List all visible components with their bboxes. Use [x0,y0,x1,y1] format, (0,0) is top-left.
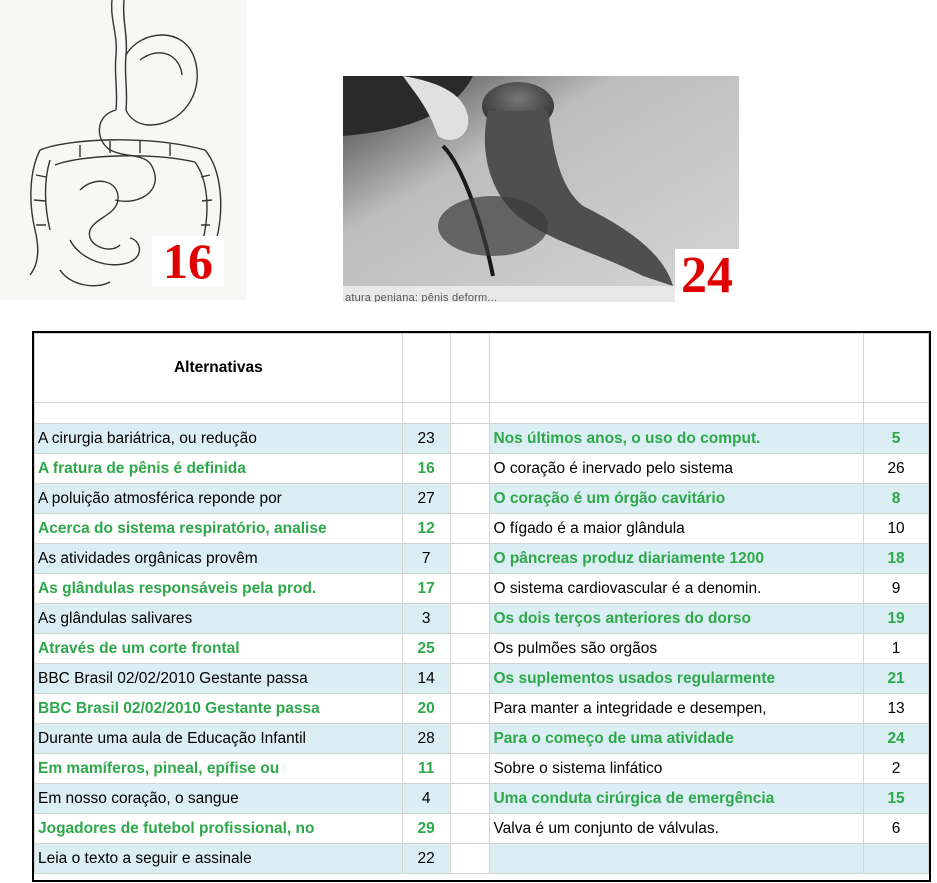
left-alternative-text: Durante uma aula de Educação Infantil [35,724,403,754]
left-alternative-number: 22 [402,844,450,874]
figure-number-label: 24 [675,249,739,302]
alternatives-sheet [32,331,931,882]
table-title: Alternativas [35,334,403,403]
gap-cell [450,574,490,604]
left-alternative-number: 4 [402,784,450,814]
table-row [35,784,929,814]
figure-number-label: 16 [152,236,224,286]
left-alternative-text: Jogadores de futebol profissional, no [35,814,403,844]
left-alternative-number: 16 [402,454,450,484]
left-alternative-number: 25 [402,634,450,664]
left-alternative-number: 27 [402,484,450,514]
right-alternative-number: 5 [864,424,929,454]
left-alternative-text: Em mamíferos, pineal, epífise ou [35,754,403,784]
gap-cell [450,754,490,784]
table-row [35,484,929,514]
right-alternative-text: Nos últimos anos, o uso do comput. [490,424,864,454]
gap-cell [450,814,490,844]
table-row [35,754,929,784]
table-row [35,814,929,844]
left-alternative-number: 23 [402,424,450,454]
left-alternative-text: As glândulas responsáveis pela prod. [35,574,403,604]
left-alternative-text: As glândulas salivares [35,604,403,634]
right-alternative-number: 15 [864,784,929,814]
right-alternative-number: 26 [864,454,929,484]
right-alternative-number: 6 [864,814,929,844]
gap-cell [450,664,490,694]
table-row [35,574,929,604]
clinical-photo-figure [343,76,739,302]
table-row [35,424,929,454]
right-alternative-text: Valva é um conjunto de válvulas. [490,814,864,844]
gap-cell [450,844,490,874]
gap-cell [450,604,490,634]
left-alternative-text: A cirurgia bariátrica, ou redução [35,424,403,454]
gap-cell [450,784,490,814]
table-row [35,844,929,874]
gap-cell [450,454,490,484]
alternatives-table [34,333,929,874]
gap-cell [450,544,490,574]
right-alternative-text: O sistema cardiovascular é a denomin. [490,574,864,604]
right-alternative-text: O coração é um órgão cavitário [490,484,864,514]
left-alternative-number: 12 [402,514,450,544]
right-alternative-number: 8 [864,484,929,514]
right-alternative-number: 21 [864,664,929,694]
left-alternative-number: 3 [402,604,450,634]
right-alternative-number: 9 [864,574,929,604]
right-alternative-text: Os dois terços anteriores do dorso [490,604,864,634]
left-alternative-number: 20 [402,694,450,724]
table-row [35,664,929,694]
right-alternative-text: O coração é inervado pelo sistema [490,454,864,484]
left-alternative-number: 29 [402,814,450,844]
table-row [35,514,929,544]
digestive-system-figure [0,0,247,300]
left-alternative-text: A fratura de pênis é definida [35,454,403,484]
right-alternative-text: Os suplementos usados regularmente [490,664,864,694]
gap-cell [450,724,490,754]
right-alternative-text: Uma conduta cirúrgica de emergência [490,784,864,814]
left-alternative-text: As atividades orgânicas provêm [35,544,403,574]
right-alternative-number: 24 [864,724,929,754]
left-alternative-text: A poluição atmosférica reponde por [35,484,403,514]
right-alternative-text: Sobre o sistema linfático [490,754,864,784]
right-alternative-text: O fígado é a maior glândula [490,514,864,544]
left-alternative-number: 14 [402,664,450,694]
left-alternative-number: 11 [402,754,450,784]
table-row [35,454,929,484]
table-row [35,544,929,574]
right-alternative-number: 10 [864,514,929,544]
left-alternative-text: BBC Brasil 02/02/2010 Gestante passa [35,694,403,724]
left-alternative-number: 28 [402,724,450,754]
gap-cell [450,484,490,514]
right-alternative-number: 19 [864,604,929,634]
right-alternative-number [864,844,929,874]
left-alternative-text: Acerca do sistema respiratório, analise [35,514,403,544]
right-alternative-number: 2 [864,754,929,784]
right-alternative-number: 1 [864,634,929,664]
left-alternative-number: 17 [402,574,450,604]
left-alternative-text: Leia o texto a seguir e assinale [35,844,403,874]
photo-caption: atura peniana: pênis deform... [345,292,498,302]
table-row [35,724,929,754]
right-alternative-number: 18 [864,544,929,574]
gap-cell [450,424,490,454]
gap-cell [450,694,490,724]
right-alternative-text: Para manter a integridade e desempen, [490,694,864,724]
right-alternative-number: 13 [864,694,929,724]
right-alternative-text [490,844,864,874]
gap-cell [450,634,490,664]
gap-cell [450,514,490,544]
table-row [35,604,929,634]
left-alternative-number: 7 [402,544,450,574]
left-alternative-text: BBC Brasil 02/02/2010 Gestante passa [35,664,403,694]
table-row [35,634,929,664]
right-alternative-text: Para o começo de uma atividade [490,724,864,754]
right-alternative-text: Os pulmões são orgãos [490,634,864,664]
left-alternative-text: Em nosso coração, o sangue [35,784,403,814]
table-row [35,694,929,724]
right-alternative-text: O pâncreas produz diariamente 1200 [490,544,864,574]
left-alternative-text: Através de um corte frontal [35,634,403,664]
